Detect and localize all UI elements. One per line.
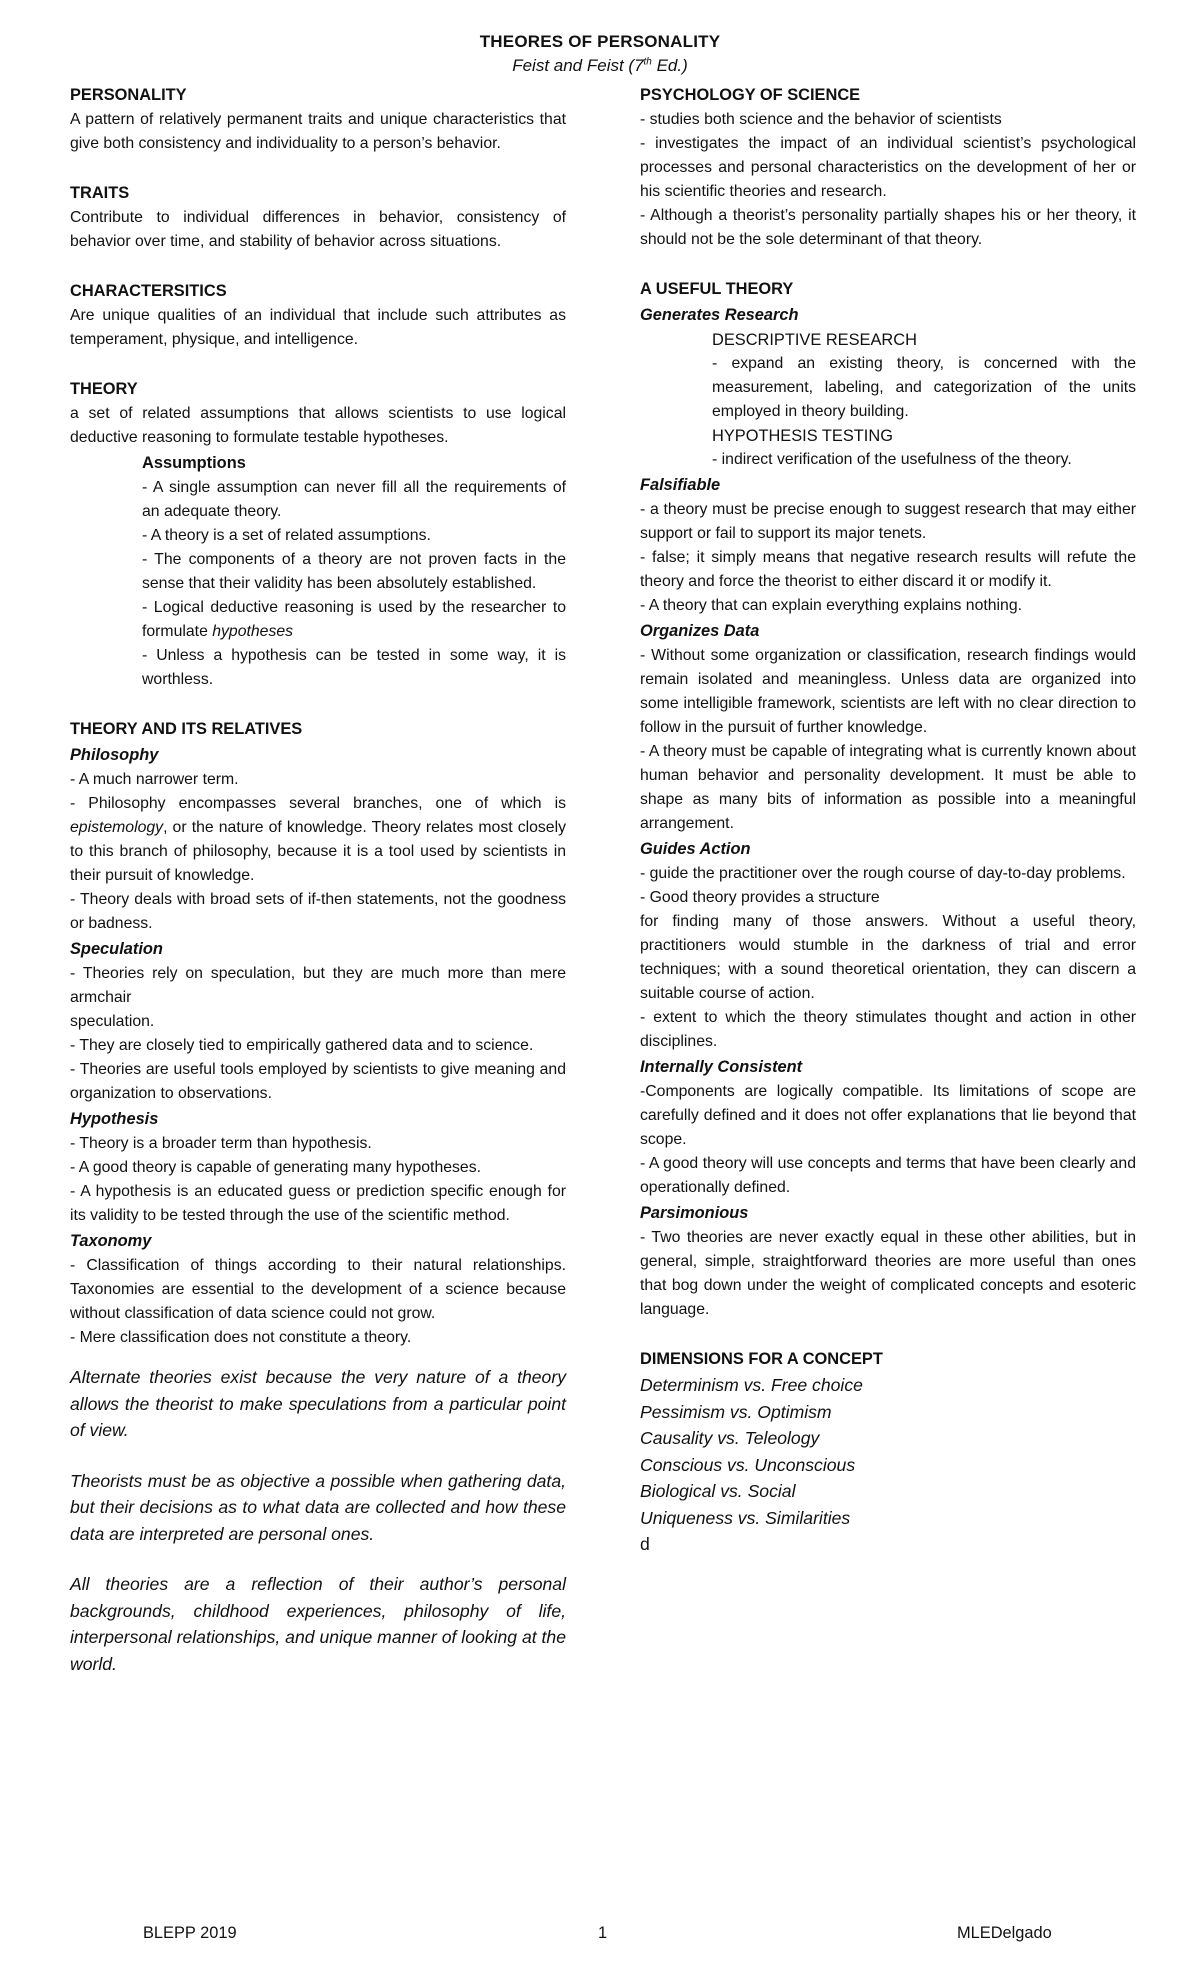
falsifiable-heading: Falsifiable	[640, 476, 721, 494]
philosophy-item: - A much narrower term.	[70, 771, 239, 788]
subtitle-sup: th	[643, 56, 652, 68]
organizes-item: - Without some organization or classification, research findings would remain isolated and meaningless. Unless data are organized into some intelligible framework, scientists are left with no clear direction to follow in the pursuit of further knowledge.	[640, 647, 1136, 736]
philosophy-item	[70, 792, 566, 888]
philosophy-heading: Philosophy	[70, 746, 159, 764]
parsimonious-heading: Parsimonious	[640, 1204, 749, 1222]
assumption-item: - The components of a theory are not proven facts in the sense that their validity has been absolutely established.	[142, 551, 566, 592]
organizes-data-heading: Organizes Data	[640, 622, 760, 640]
personality-text: A pattern of relatively permanent traits and unique characteristics that give both consistency and individuality to a person’s behavior.	[70, 111, 566, 152]
dimension-item: Conscious vs. Unconscious	[640, 1454, 856, 1475]
guides-item: - Good theory provides a structure	[640, 889, 880, 906]
psychology-item: - Although a theorist’s personality partially shapes his or her theory, it should not be the sole determinant of that theory.	[640, 207, 1136, 248]
quote-paragraph: All theories are a reflection of their author’s personal backgrounds, childhood experiences, philosophy of life, interpersonal relationships, and unique manner of looking at the world.	[70, 1574, 566, 1674]
assumption-emphasis: hypotheses	[212, 623, 294, 640]
descriptive-research-block	[640, 328, 1136, 472]
trailing-character: d	[640, 1534, 650, 1554]
footer-left-label: BLEPP 2019	[143, 1924, 237, 1942]
philosophy-text-tail: , or the nature of knowledge. Theory relates most closely to this branch of philosophy, because it is a tool used by scientists in their pursuit of knowledge.	[70, 819, 566, 884]
guides-item: - extent to which the theory stimulates thought and action in other disciplines.	[640, 1009, 1136, 1050]
assumption-item: - A single assumption can never fill all the requirements of an adequate theory.	[142, 479, 566, 520]
speculation-item: speculation.	[70, 1013, 155, 1030]
organizes-item: - A theory must be capable of integrating what is currently known about human behavior and personality development. It must be able to shape as many bits of information as possible into a meaningful arrangement.	[640, 743, 1136, 832]
theory-text: a set of related assumptions that allows scientists to use logical deductive reasoning to formulate testable hypotheses.	[70, 405, 566, 446]
falsifiable-item: - false; it simply means that negative research results will refute the theory and force the theorist to either discard it or modify it.	[640, 549, 1136, 590]
dimension-item: Uniqueness vs. Similarities	[640, 1507, 851, 1528]
document-subtitle	[0, 54, 1200, 78]
consistent-item: -Components are logically compatible. Its limitations of scope are carefully defined and it does not offer explanations that lie beyond that scope.	[640, 1083, 1136, 1148]
left-column	[70, 82, 566, 1677]
hypothesis-item: - Theory is a broader term than hypothesis.	[70, 1135, 372, 1152]
philosophy-emphasis: epistemology	[70, 819, 164, 836]
taxonomy-item: - Classification of things according to their natural relationships. Taxonomies are essential to the development of a science because without classification of data science could not grow.	[70, 1257, 566, 1322]
theory-heading: THEORY	[70, 380, 138, 398]
hypothesis-item: - A good theory is capable of generating many hypotheses.	[70, 1159, 481, 1176]
dimension-item: Determinism vs. Free choice	[640, 1375, 863, 1395]
traits-heading: TRAITS	[70, 184, 130, 202]
dimension-item: Causality vs. Teleology	[640, 1428, 820, 1448]
subtitle-text: Feist and Feist (7	[512, 56, 644, 75]
hypothesis-heading: Hypothesis	[70, 1110, 159, 1128]
generates-research-heading: Generates Research	[640, 306, 799, 324]
psychology-item: - investigates the impact of an individual scientist’s psychological processes and personal characteristics on the development of her or his scientific theories and research.	[640, 135, 1136, 200]
dimension-item: Biological vs. Social	[640, 1481, 796, 1501]
dimensions-heading: DIMENSIONS FOR A CONCEPT	[640, 1350, 883, 1368]
right-column	[640, 82, 1136, 1558]
personality-heading: PERSONALITY	[70, 86, 187, 104]
page-header	[0, 30, 1200, 78]
characteristics-heading: CHARACTERSITICS	[70, 282, 227, 300]
hypothesis-item: - A hypothesis is an educated guess or prediction specific enough for its validity to be tested through the use of the scientific method.	[70, 1183, 566, 1224]
dimension-item: Pessimism vs. Optimism	[640, 1401, 832, 1422]
taxonomy-item: - Mere classification does not constitute a theory.	[70, 1329, 412, 1346]
subtitle-tail: Ed.)	[651, 56, 688, 75]
traits-text: Contribute to individual differences in behavior, consistency of behavior over time, and stability of behavior across situations.	[70, 209, 566, 250]
footer-author: MLEDelgado	[957, 1924, 1052, 1942]
guides-item: for finding many of those answers. Without a useful theory, practitioners would stumble in the darkness of trial and error techniques; with a sound theoretical orientation, they can discern a suitable course of action.	[640, 913, 1136, 1002]
quote-paragraph: Theorists must be as objective a possible when gathering data, but their decisions as to what data are collected and how these data are interpreted are personal ones.	[70, 1470, 566, 1544]
consistent-item: - A good theory will use concepts and terms that have been clearly and operationally defined.	[640, 1155, 1136, 1196]
philosophy-item: - Theory deals with broad sets of if-then statements, not the goodness or badness.	[70, 891, 566, 932]
assumptions-heading: Assumptions	[142, 454, 246, 472]
assumption-item: - Unless a hypothesis can be tested in some way, it is worthless.	[142, 647, 566, 688]
taxonomy-heading: Taxonomy	[70, 1232, 152, 1250]
falsifiable-item: - A theory that can explain everything explains nothing.	[640, 597, 1023, 614]
document-title: THEORES OF PERSONALITY	[479, 32, 721, 51]
internally-consistent-heading: Internally Consistent	[640, 1058, 803, 1076]
philosophy-text: - Philosophy encompasses several branches, one of which is	[70, 795, 566, 812]
relatives-heading: THEORY AND ITS RELATIVES	[70, 720, 303, 738]
speculation-item: - Theories rely on speculation, but they are much more than mere armchair	[70, 965, 566, 1006]
psychology-of-science-heading: PSYCHOLOGY OF SCIENCE	[640, 86, 861, 104]
falsifiable-item: - a theory must be precise enough to suggest research that may either support or fail to support its major tenets.	[640, 501, 1136, 542]
guides-item: - guide the practitioner over the rough course of day-to-day problems.	[640, 865, 1126, 882]
assumption-item: - A theory is a set of related assumptions.	[142, 527, 431, 544]
assumptions-block	[70, 450, 566, 692]
characteristics-text: Are unique qualities of an individual that include such attributes as temperament, physique, and intelligence.	[70, 307, 566, 348]
speculation-item: - Theories are useful tools employed by scientists to give meaning and organization to observations.	[70, 1061, 566, 1102]
assumption-item	[142, 596, 566, 644]
hypothesis-testing-heading: HYPOTHESIS TESTING	[712, 427, 893, 445]
descriptive-research-text: - expand an existing theory, is concerned with the measurement, labeling, and categorization of the units employed in theory building.	[712, 355, 1136, 420]
quote-paragraph: Alternate theories exist because the very nature of a theory allows the theorist to make speculations from a particular point of view.	[70, 1367, 566, 1440]
descriptive-research-heading: DESCRIPTIVE RESEARCH	[712, 331, 917, 349]
hypothesis-testing-text: - indirect verification of the usefulness of the theory.	[712, 451, 1072, 468]
useful-theory-heading: A USEFUL THEORY	[640, 280, 794, 298]
guides-action-heading: Guides Action	[640, 840, 751, 858]
speculation-item: - They are closely tied to empirically gathered data and to science.	[70, 1037, 534, 1054]
page-number: 1	[598, 1924, 608, 1942]
assumption-text: - Logical deductive reasoning is used by the researcher to formulate	[142, 599, 566, 640]
psychology-item: - studies both science and the behavior of scientists	[640, 111, 1002, 128]
speculation-heading: Speculation	[70, 940, 163, 958]
parsimonious-item: - Two theories are never exactly equal in these other abilities, but in general, simple, straightforward theories are more useful than ones that bog down under the weight of complicated concepts and esoteric language.	[640, 1229, 1136, 1318]
